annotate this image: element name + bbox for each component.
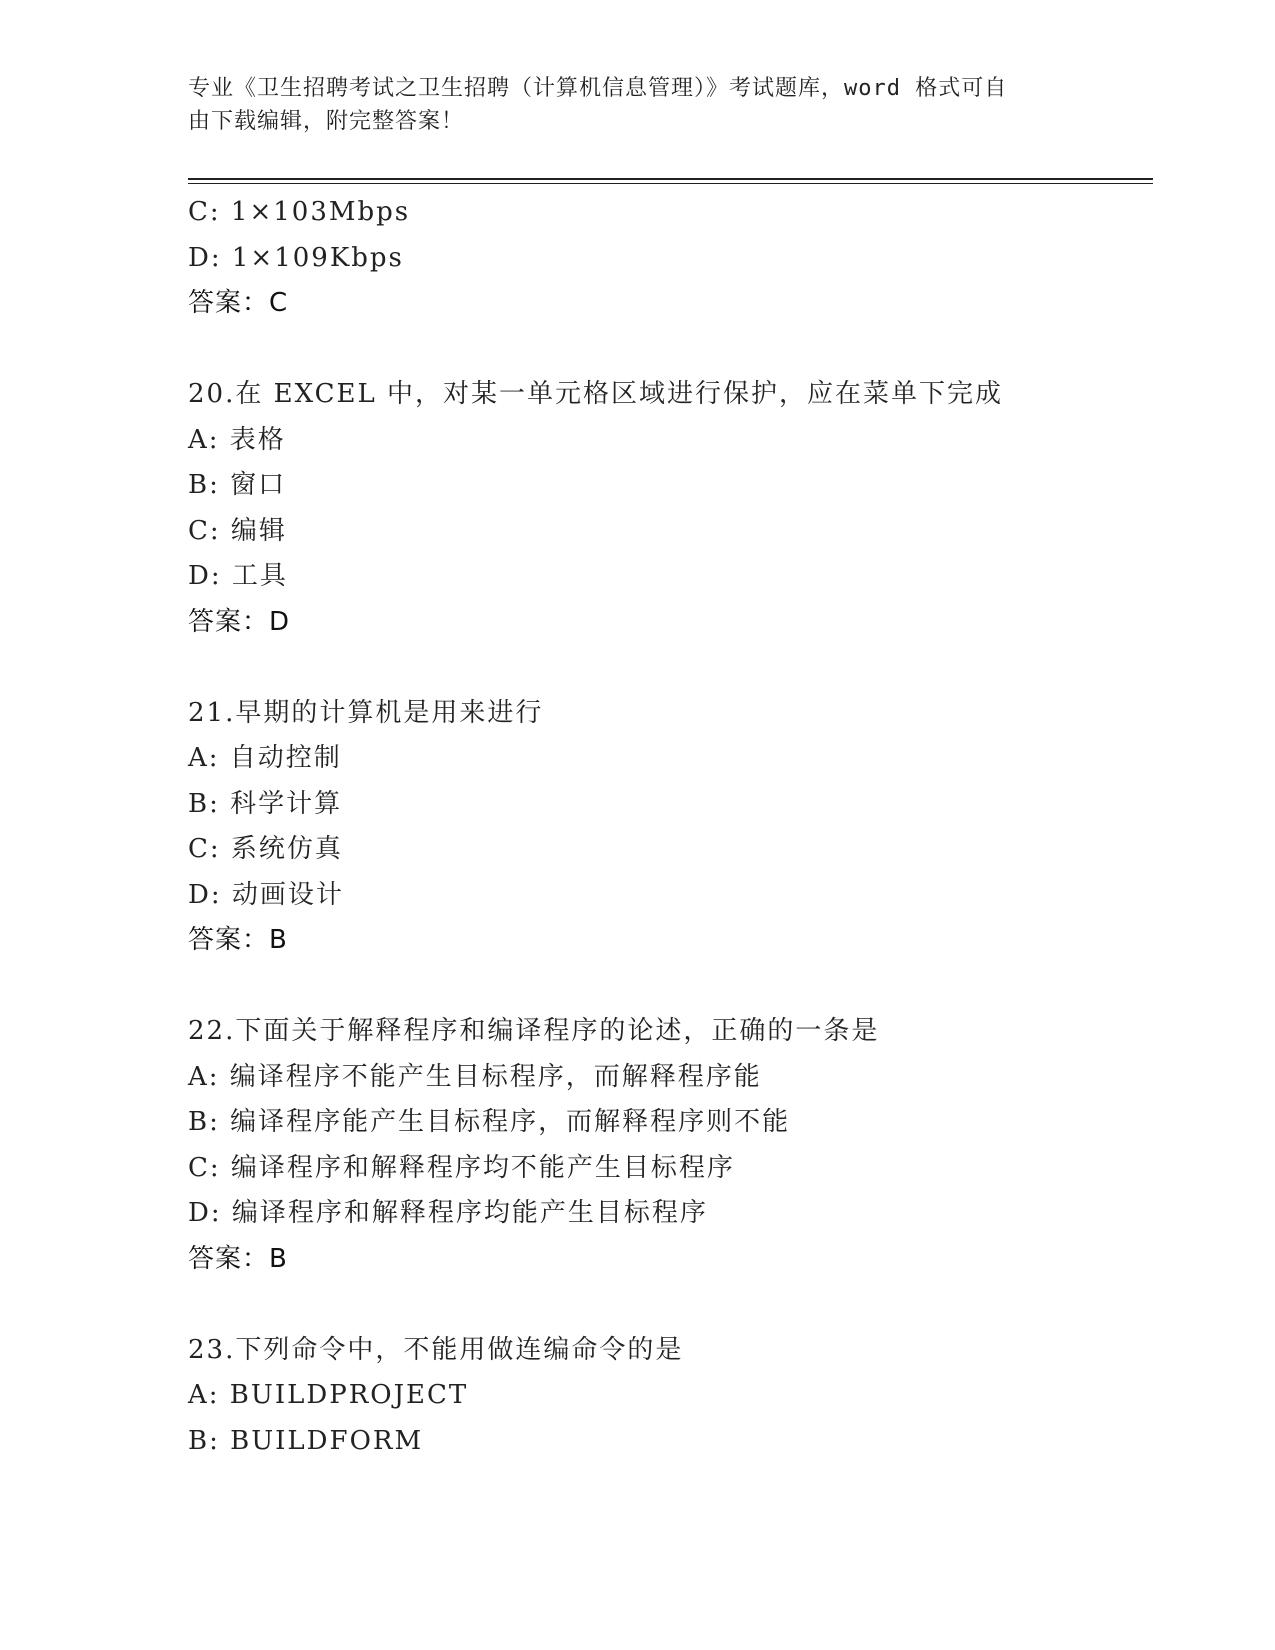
- spacer: [188, 645, 1148, 691]
- option-d: D: 编译程序和解释程序均能产生目标程序: [188, 1198, 708, 1228]
- option-d: D: 工具: [188, 561, 288, 591]
- option-a: A: 编译程序不能产生目标程序，而解释程序能: [188, 1061, 762, 1092]
- option-d: D: 1×109Kbps: [188, 242, 404, 273]
- question-block-20: [188, 372, 1148, 645]
- question-block-21: [188, 691, 1148, 964]
- question-text: 23.下列命令中，不能用做连编命令的是: [188, 1334, 684, 1365]
- option-c: C: 编译程序和解释程序均不能产生目标程序: [188, 1152, 735, 1183]
- option-d: D: 动画设计: [188, 879, 344, 910]
- question-block-22: [188, 1009, 1148, 1282]
- option-a: A: 自动控制: [188, 743, 342, 773]
- question-text: 21.早期的计算机是用来进行: [188, 697, 544, 728]
- question-block-carryover: [188, 190, 1148, 327]
- answer-line: 答案：B: [188, 925, 288, 955]
- question-text: 20.在 EXCEL 中，对某一单元格区域进行保护，应在菜单下完成: [188, 379, 1004, 409]
- question-text: 22.下面关于解释程序和编译程序的论述，正确的一条是: [188, 1016, 880, 1046]
- answer-line: 答案：B: [188, 1243, 288, 1274]
- header-divider-thick: [188, 178, 1153, 180]
- option-a: A: BUILDPROJECT: [188, 1380, 469, 1410]
- option-c: C: 编辑: [188, 515, 287, 546]
- question-block-23: [188, 1328, 1148, 1465]
- header-title-line-2: 由下载编辑，附完整答案！: [188, 109, 465, 134]
- option-c: C: 系统仿真: [188, 834, 343, 864]
- option-b: B: 窗口: [188, 470, 287, 500]
- option-b: B: 编译程序能产生目标程序，而解释程序则不能: [188, 1107, 791, 1137]
- answer-line: 答案：C: [188, 288, 289, 318]
- option-b: B: 科学计算: [188, 788, 343, 819]
- option-c: C: 1×103Mbps: [188, 197, 411, 227]
- spacer: [188, 964, 1148, 1010]
- spacer: [188, 1282, 1148, 1328]
- question-list: [188, 190, 1148, 1464]
- document-header: [188, 72, 1068, 138]
- spacer: [188, 327, 1148, 373]
- option-a: A: 表格: [188, 424, 286, 455]
- header-title-line-1: 专业《卫生招聘考试之卫生招聘（计算机信息管理）》考试题库，word 格式可自: [188, 76, 1008, 101]
- answer-line: 答案：D: [188, 606, 291, 637]
- header-divider-thin: [188, 183, 1153, 184]
- option-b: B: BUILDFORM: [188, 1425, 424, 1456]
